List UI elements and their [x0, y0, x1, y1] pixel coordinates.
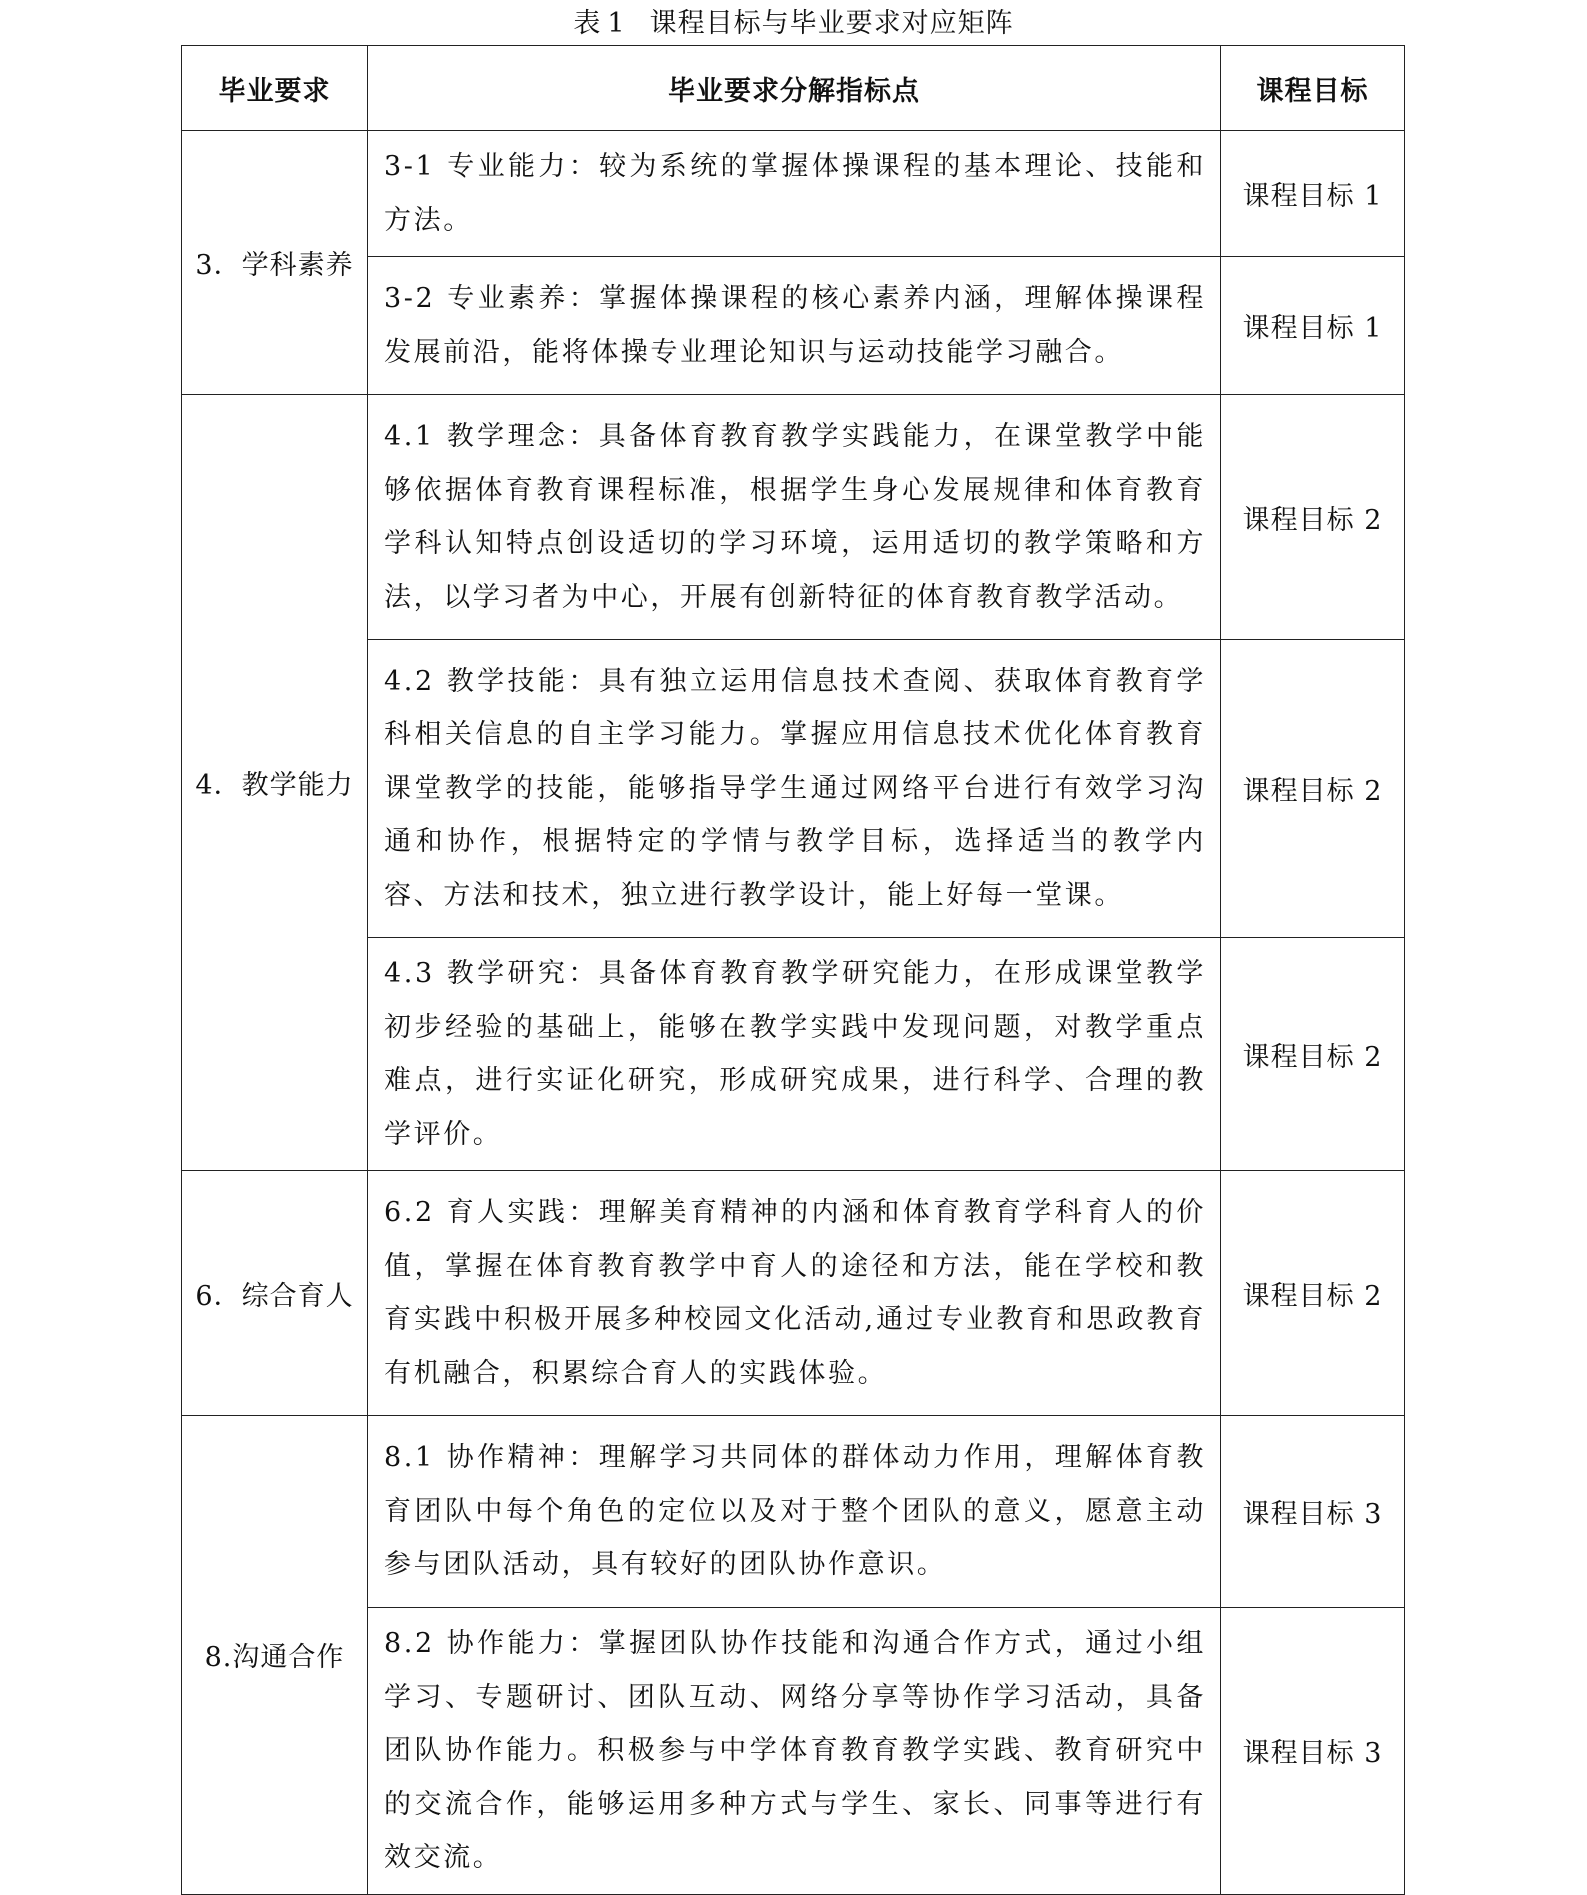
header-goal: 课程目标 — [1221, 46, 1405, 131]
header-row — [182, 46, 1405, 131]
indicator-cell: 3-2 专业素养：掌握体操课程的核心素养内涵，理解体操课程发展前沿，能将体操专业理论知识与运动技能学习融合。 — [368, 257, 1221, 395]
goal-cell: 课程目标 3 — [1221, 1416, 1405, 1608]
indicator-cell: 4.1 教学理念：具备体育教育教学实践能力，在课堂教学中能够依据体育教育课程标准，根据学生身心发展规律和体育教育学科认知特点创设适切的学习环境，运用适切的教学策略和方法，以学习者为中心，开展有创新特征的体育教育教学活动。 — [368, 395, 1221, 640]
requirement-cell: 3．学科素养 — [182, 131, 368, 395]
table-row — [182, 1416, 1405, 1608]
caption-number: 1 — [607, 8, 626, 39]
indicator-cell: 4.2 教学技能：具有独立运用信息技术查阅、获取体育教育学科相关信息的自主学习能力。掌握应用信息技术优化体育教育课堂教学的技能，能够指导学生通过网络平台进行有效学习沟通和协作，根据特定的学情与教学目标，选择适当的教学内容、方法和技术，独立进行教学设计，能上好每一堂课。 — [368, 640, 1221, 938]
goal-cell: 课程目标 2 — [1221, 938, 1405, 1171]
requirement-cell: 6．综合育人 — [182, 1171, 368, 1416]
requirement-cell: 4．教学能力 — [182, 395, 368, 1171]
header-requirement: 毕业要求 — [182, 46, 368, 131]
goal-cell: 课程目标 2 — [1221, 640, 1405, 938]
indicator-cell: 6.2 育人实践：理解美育精神的内涵和体育教育学科育人的价值，掌握在体育教育教学中育人的途径和方法，能在学校和教育实践中积极开展多种校园文化活动,通过专业教育和思政教育有机融合，积累综合育人的实践体验。 — [368, 1171, 1221, 1416]
goal-cell: 课程目标 1 — [1221, 131, 1405, 257]
indicator-cell: 4.3 教学研究：具备体育教育教学研究能力，在形成课堂教学初步经验的基础上，能够在教学实践中发现问题，对教学重点难点，进行实证化研究，形成研究成果，进行科学、合理的教学评价。 — [368, 938, 1221, 1171]
table-row — [182, 131, 1405, 257]
table-row — [182, 1171, 1405, 1416]
goal-cell: 课程目标 2 — [1221, 395, 1405, 640]
goal-cell: 课程目标 1 — [1221, 257, 1405, 395]
table-caption — [0, 4, 1587, 44]
indicator-cell: 8.1 协作精神：理解学习共同体的群体动力作用，理解体育教育团队中每个角色的定位以及对于整个团队的意义，愿意主动参与团队活动，具有较好的团队协作意识。 — [368, 1416, 1221, 1608]
mapping-matrix-table — [181, 45, 1405, 1895]
goal-cell: 课程目标 2 — [1221, 1171, 1405, 1416]
requirement-cell: 8.沟通合作 — [182, 1416, 368, 1895]
header-indicator: 毕业要求分解指标点 — [368, 46, 1221, 131]
table-row — [182, 395, 1405, 640]
caption-label: 表 — [573, 8, 602, 39]
caption-title: 课程目标与毕业要求对应矩阵 — [649, 8, 1014, 39]
goal-cell: 课程目标 3 — [1221, 1608, 1405, 1895]
indicator-cell: 8.2 协作能力：掌握团队协作技能和沟通合作方式，通过小组学习、专题研讨、团队互动、网络分享等协作学习活动，具备团队协作能力。积极参与中学体育教育教学实践、教育研究中的交流合作，能够运用多种方式与学生、家长、同事等进行有效交流。 — [368, 1608, 1221, 1895]
indicator-cell: 3-1 专业能力：较为系统的掌握体操课程的基本理论、技能和方法。 — [368, 131, 1221, 257]
